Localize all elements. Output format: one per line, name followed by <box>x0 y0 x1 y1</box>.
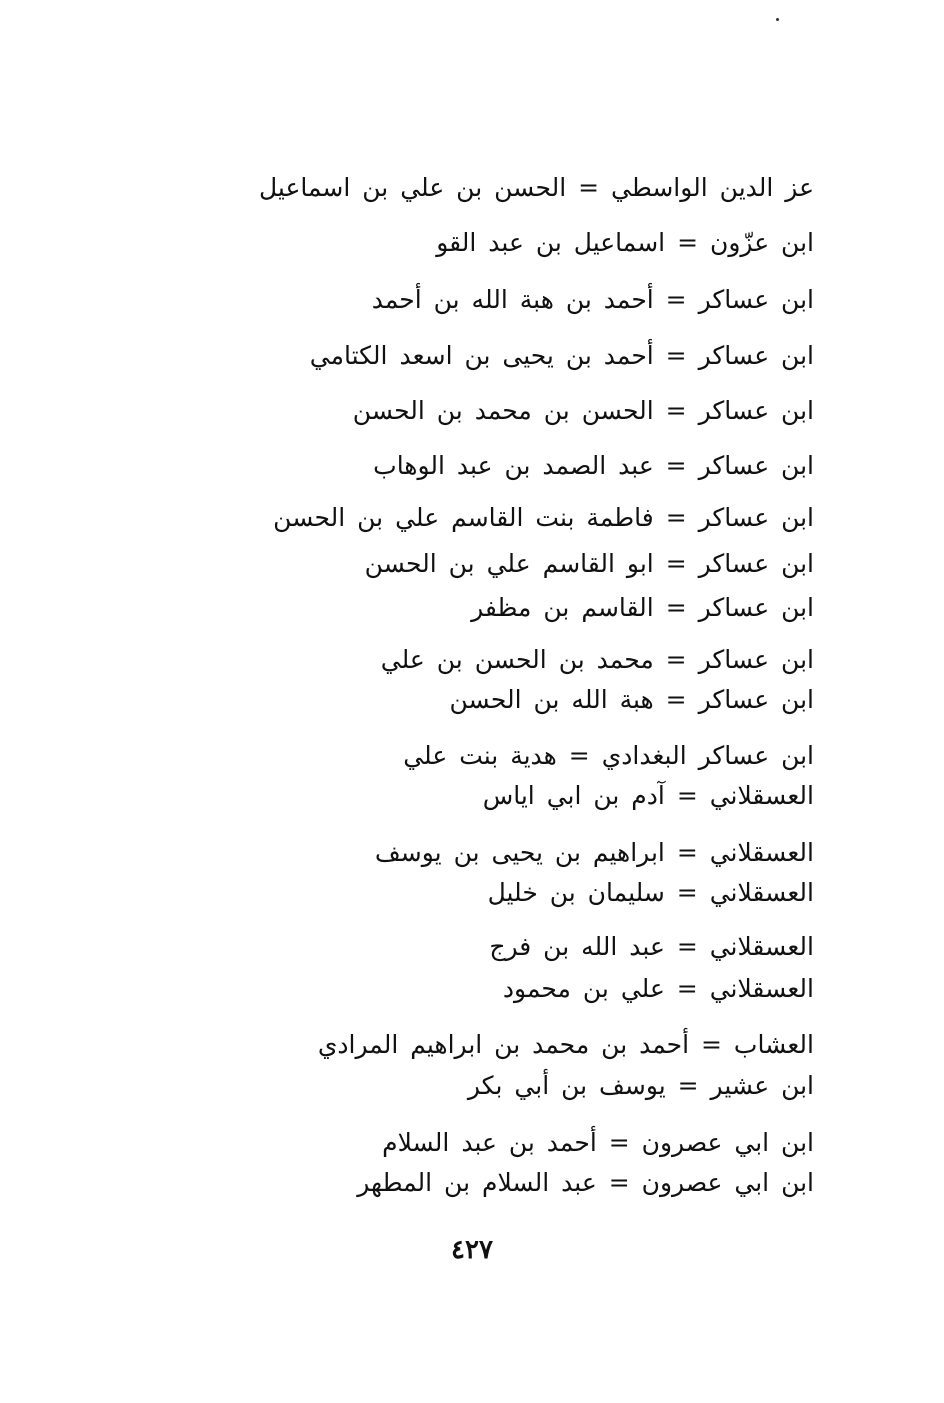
index-entry: ابن عساكر البغدادي = هدية بنت علي <box>403 741 814 770</box>
index-entry: العسقلاني = علي بن محمود <box>502 974 814 1003</box>
index-entry: عز الدين الواسطي = الحسن بن علي بن اسماعيل <box>258 173 814 202</box>
index-entry: ابن عساكر = أحمد بن يحيى بن اسعد الكتامي <box>309 341 814 370</box>
index-entry: ابن عساكر = فاطمة بنت القاسم علي بن الحسن <box>273 503 814 532</box>
index-entry: العسقلاني = آدم بن ابي اياس <box>482 781 814 810</box>
index-entry: ابن عساكر = ابو القاسم علي بن الحسن <box>364 549 814 578</box>
index-entry: ابن عساكر = هبة الله بن الحسن <box>449 685 814 714</box>
index-entry: ابن عساكر = الحسن بن محمد بن الحسن <box>352 396 814 425</box>
index-entry: ابن عساكر = عبد الصمد بن عبد الوهاب <box>373 451 814 480</box>
index-entry: ابن ابي عصرون = عبد السلام بن المطهر <box>357 1168 814 1197</box>
page-number: ٤٢٧ <box>451 1235 493 1265</box>
index-entry: ابن عزّون = اسماعيل بن عبد القو <box>436 228 814 257</box>
index-entry: ابن عساكر = أحمد بن هبة الله بن أحمد <box>371 285 814 314</box>
index-entries <box>258 0 814 1230</box>
index-entry: ابن عساكر = القاسم بن مظفر <box>471 593 814 622</box>
index-entry: ابن عشير = يوسف بن أبي بكر <box>467 1071 814 1100</box>
index-entry: العسقلاني = ابراهيم بن يحيى بن يوسف <box>374 838 814 867</box>
index-entry: العشاب = أحمد بن محمد بن ابراهيم المرادي <box>317 1030 814 1059</box>
index-entry: ابن ابي عصرون = أحمد بن عبد السلام <box>382 1128 814 1157</box>
index-entry: العسقلاني = عبد الله بن فرج <box>489 932 814 961</box>
index-entry: ابن عساكر = محمد بن الحسن بن علي <box>380 645 814 674</box>
index-entry: العسقلاني = سليمان بن خليل <box>487 878 814 907</box>
